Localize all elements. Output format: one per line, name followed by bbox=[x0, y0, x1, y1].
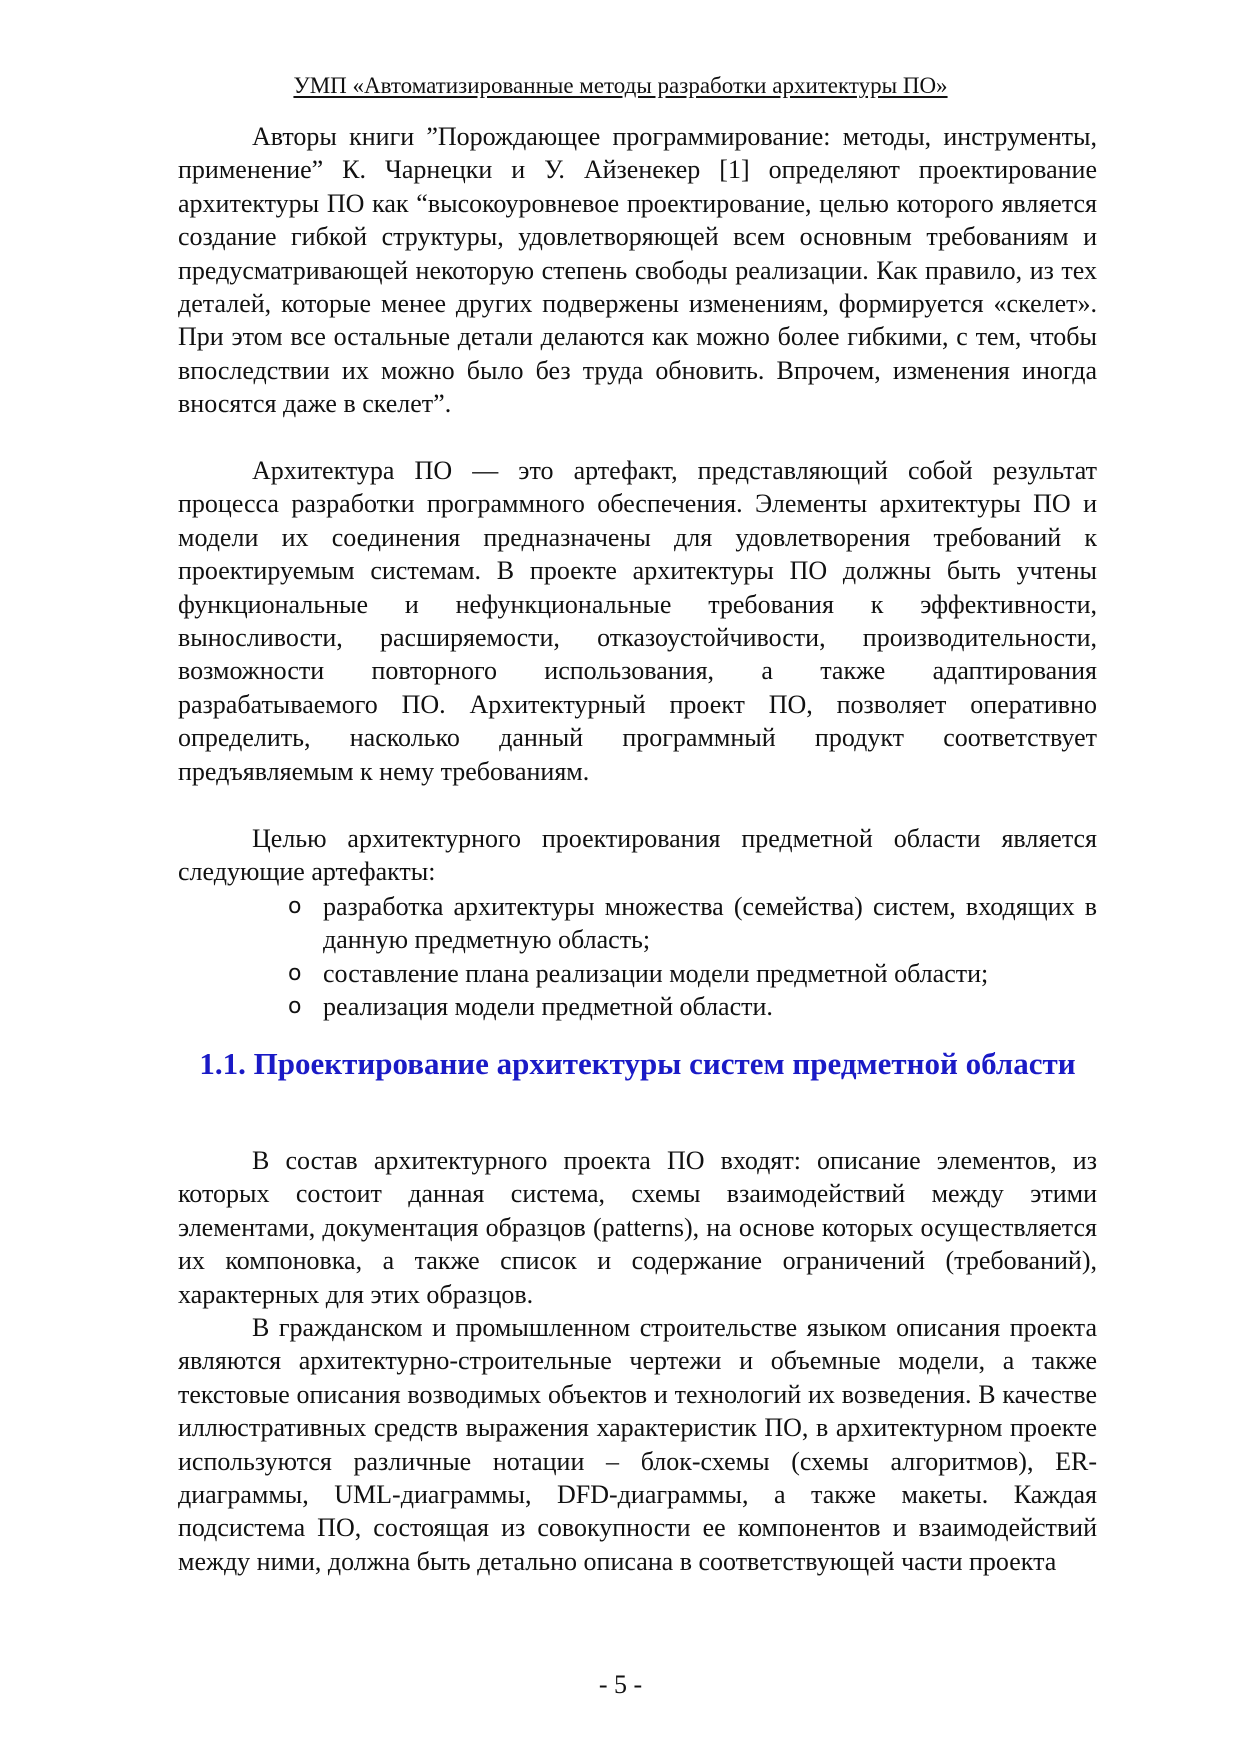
paragraph-design-goals-intro: Целью архитектурного проектирования предметной области является следующие артефакты: bbox=[178, 824, 1097, 887]
list-item bbox=[178, 890, 1097, 957]
list-item bbox=[178, 990, 1097, 1023]
paragraph-architecture-artifact: Архитектура ПО — это артефакт, представляющий собой результат процесса разработки программного обеспечения. Элементы архитектуры ПО и модели их соединения предназначены для удовлетворения требований к проектируемым системам. В проекте архитектуры ПО должны быть учтены функциональные и нефункциональные требования к эффективности, выносливости, расширяемости, отказоустойчивости, производительности, возможности повторного использования, а также адаптирования разрабатываемого ПО. Архитектурный проект ПО, позволяет оперативно определить, насколько данный программный продукт соответствует предъявляемым к нему требованиям. bbox=[178, 456, 1097, 786]
list-item-text: составление плана реализации модели предметной области; bbox=[323, 958, 989, 988]
bullet-icon: o bbox=[288, 994, 302, 1020]
list-item bbox=[178, 957, 1097, 990]
paragraph-notations: В гражданском и промышленном строительстве языком описания проекта являются архитектурно-строительные чертежи и объемные модели, а также текстовые описания возводимых объектов и технологий их возведения. В качестве иллюстративных средств выражения характеристик ПО, в архитектурном проекте используются различные нотации – блок-схемы (схемы алгоритмов), ER-диаграммы, UML-диаграммы, DFD-диаграммы, а также макеты. Каждая подсистема ПО, состоящая из совокупности ее компонентов и взаимодействий между ними, должна быть детально описана в соответствующей части проекта bbox=[178, 1313, 1097, 1576]
running-title: УМП «Автоматизированные методы разработки архитектуры ПО» bbox=[293, 73, 948, 98]
bullet-icon: o bbox=[288, 960, 302, 986]
page-number: - 5 - bbox=[598, 1670, 643, 1699]
paragraph-project-composition: В состав архитектурного проекта ПО входят: описание элементов, из которых состоит данная система, схемы взаимодействий между этими элементами, документация образцов (patterns), на основе которых осуществляется их компоновка, а также список и содержание ограничений (требований), характерных для этих образцов. bbox=[178, 1146, 1097, 1309]
paragraph-definition-quote: Авторы книги ”Порождающее программирование: методы, инструменты, применение” К. Чарнецки и У. Айзенекер [1] определяют проектирование архитектуры ПО как “высокоуровневое проектирование, целью которого является создание гибкой структуры, удовлетворяющей всем основным требованиям и предусматривающей некоторую степень свободы реализации. Как правило, из тех деталей, которые менее других подвержены изменениям, формируется «скелет». При этом все остальные детали делаются как можно более гибкими, с тем, чтобы впоследствии их можно было без труда обновить. Впрочем, изменения иногда вносятся даже в скелет”. bbox=[178, 122, 1097, 419]
bullet-icon: o bbox=[288, 894, 302, 919]
running-header bbox=[0, 72, 1241, 100]
list-item-text: реализация модели предметной области. bbox=[323, 992, 773, 1022]
section-heading: 1.1. Проектирование архитектуры систем предметной области bbox=[199, 1046, 1076, 1081]
list-item-text: разработка архитектуры множества (семейства) систем, входящих в данную предметную область; bbox=[323, 892, 1097, 955]
artifacts-list bbox=[178, 890, 1097, 1024]
